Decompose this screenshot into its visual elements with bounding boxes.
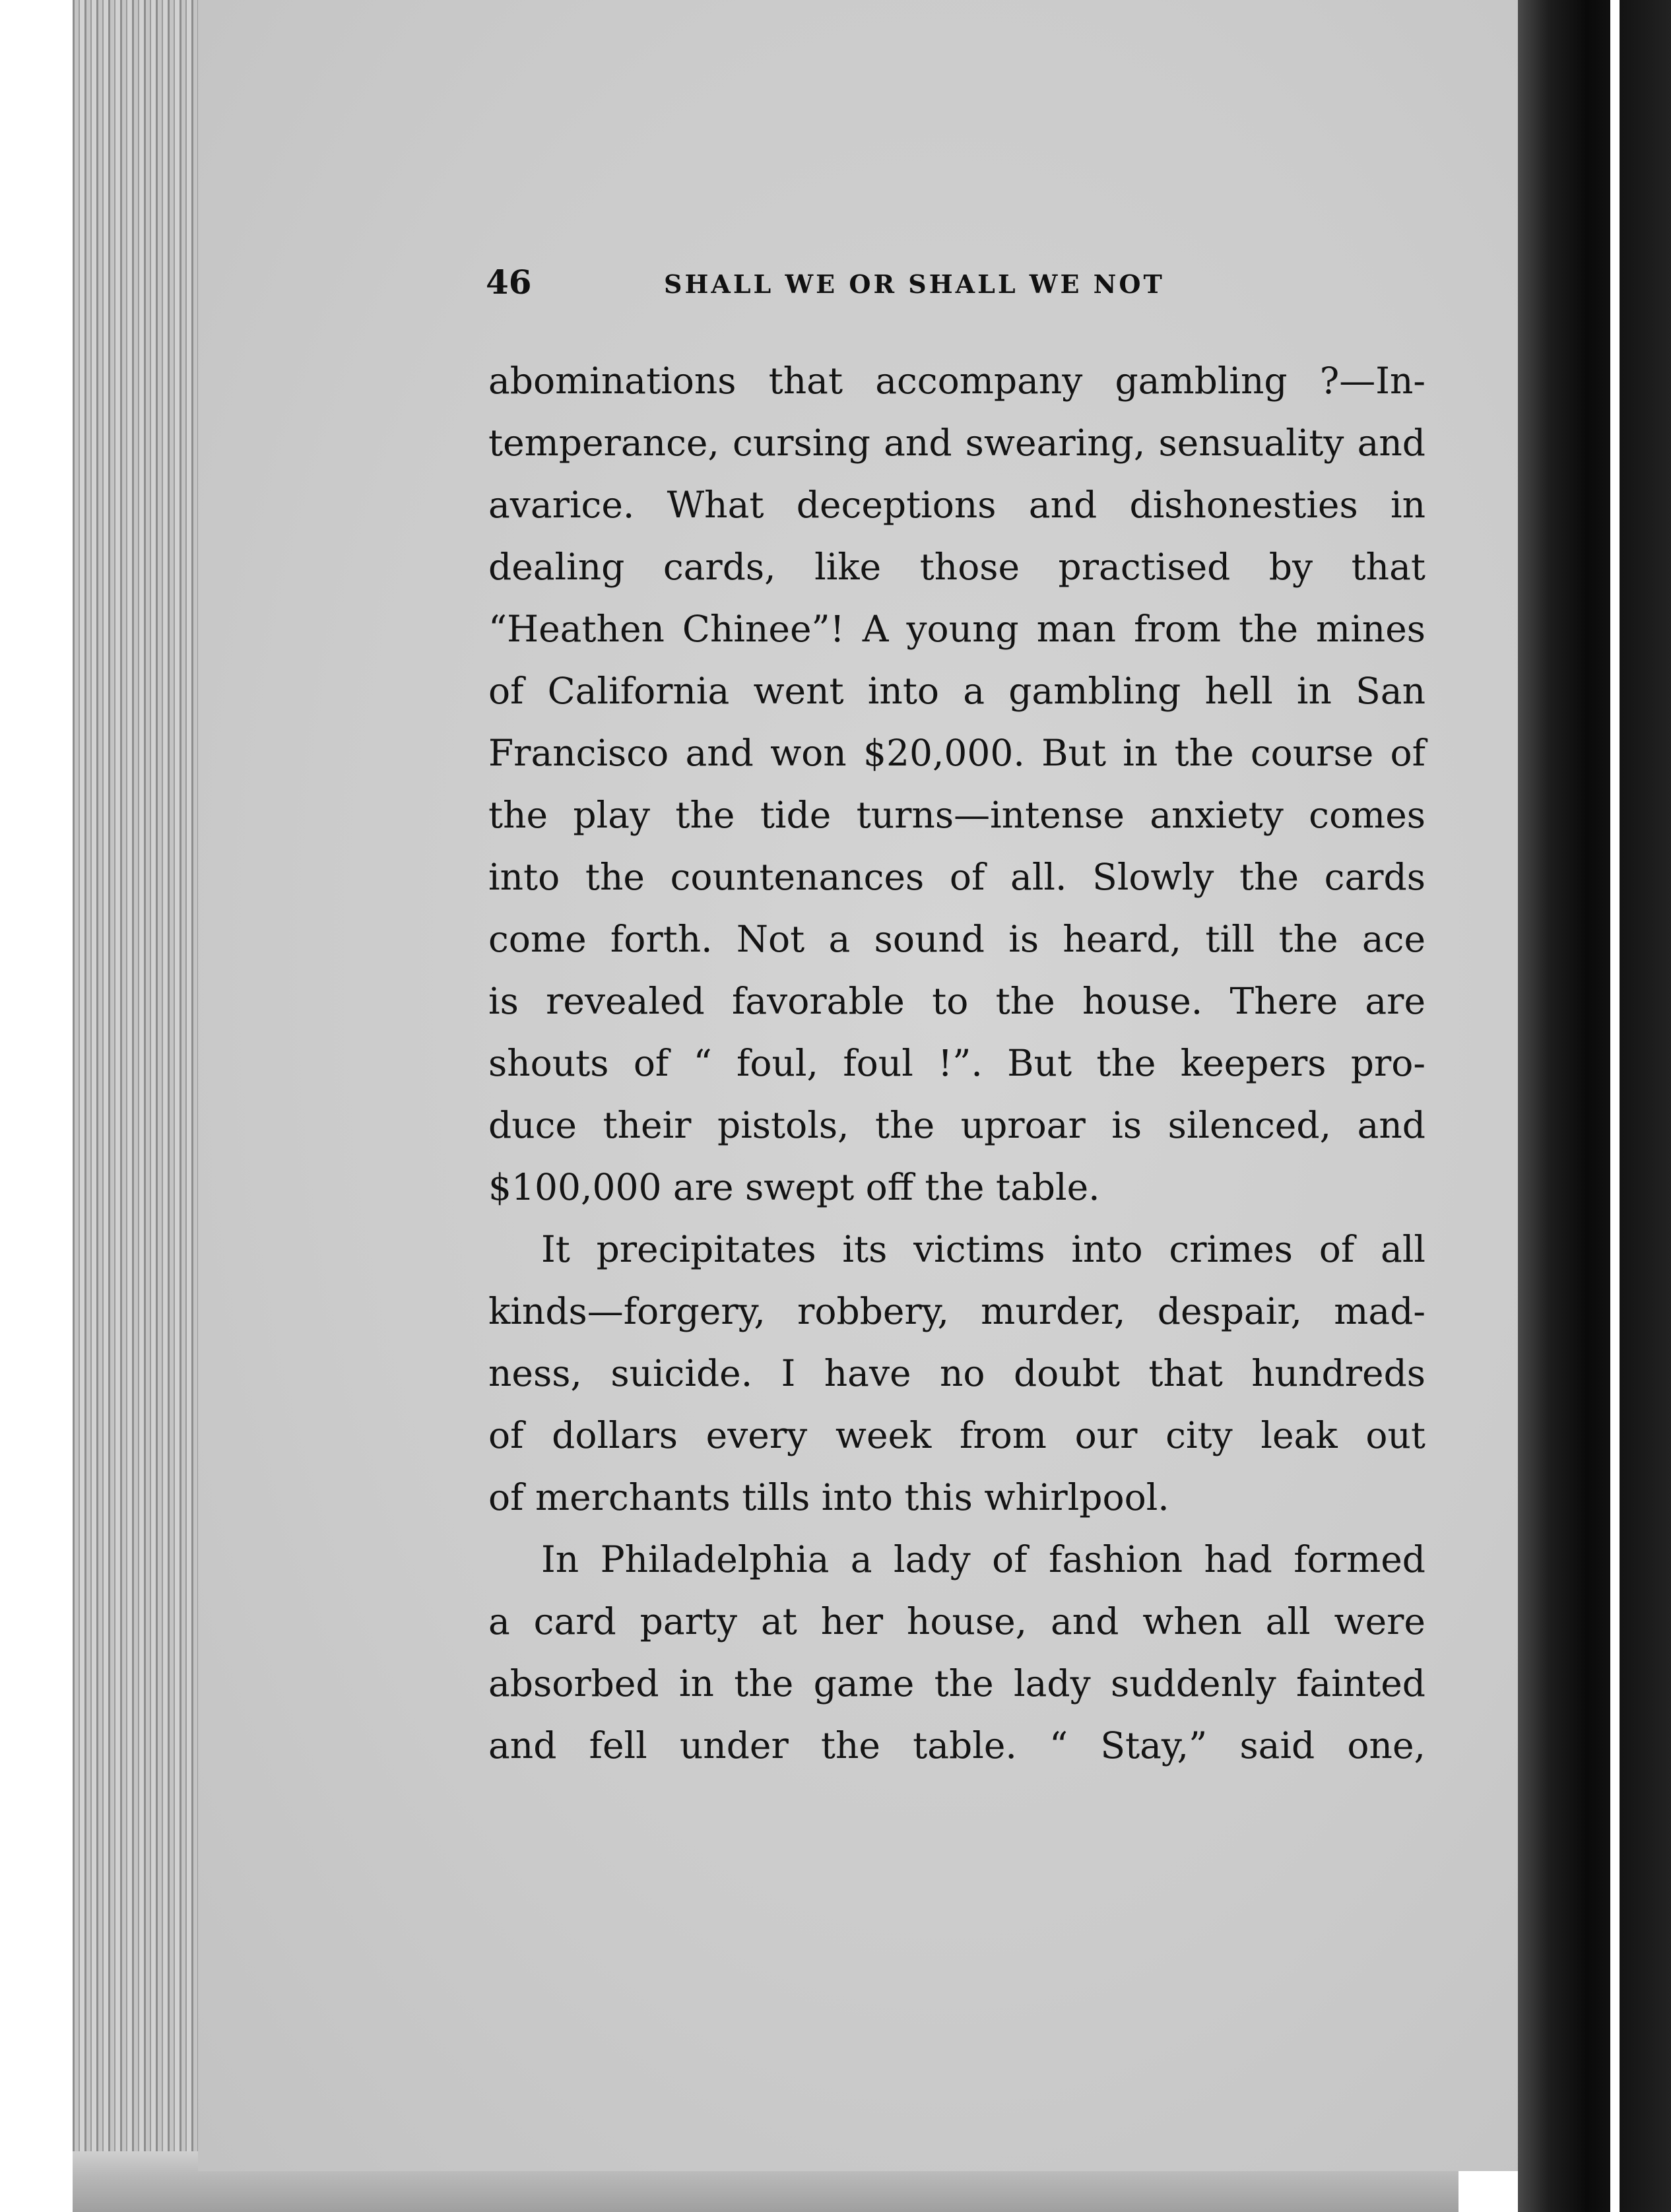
text-line: ness, suicide. I have no doubt that hundreds	[488, 1352, 1425, 1394]
text-line: shouts of “ foul, foul !”. But the keepers pro-	[488, 1042, 1425, 1084]
text-line: the play the tide turns—intense anxiety comes	[488, 794, 1425, 836]
text-line: is revealed favorable to the house. There are	[488, 980, 1425, 1022]
text-line: Francisco and won $20,000. But in the course of	[488, 732, 1425, 774]
binding-shadow	[1518, 0, 1671, 2212]
text-line: kinds—forgery, robbery, murder, despair, mad-	[488, 1290, 1425, 1332]
running-title: SHALL WE OR SHALL WE NOT	[664, 269, 1165, 299]
text-line: and fell under the table. “ Stay,” said one,	[488, 1724, 1425, 1767]
text-line: absorbed in the game the lady suddenly fainted	[488, 1662, 1425, 1705]
text-line: of dollars every week from our city leak out	[488, 1414, 1425, 1456]
text-line: of merchants tills into this whirlpool.	[488, 1476, 1169, 1518]
body-text	[488, 350, 1425, 1776]
text-line: temperance, cursing and swearing, sensuality and	[488, 422, 1425, 464]
text-line: “Heathen Chinee”! A young man from the mines	[488, 608, 1425, 650]
text-line: a card party at her house, and when all were	[488, 1600, 1425, 1643]
text-line: In Philadelphia a lady of fashion had formed	[541, 1538, 1425, 1580]
stacked-page-edges	[73, 0, 218, 2212]
text-line: of California went into a gambling hell in San	[488, 670, 1425, 712]
text-line: into the countenances of all. Slowly the cards	[488, 856, 1425, 898]
page-number: 46	[486, 263, 532, 302]
running-header	[486, 263, 1278, 309]
text-line: dealing cards, like those practised by that	[488, 546, 1425, 588]
text-line: $100,000 are swept off the table.	[488, 1166, 1100, 1208]
text-line: duce their pistols, the uproar is silenced, and	[488, 1104, 1425, 1146]
scan-edge-stripe	[1610, 0, 1620, 2212]
text-line: It precipitates its victims into crimes of all	[541, 1228, 1425, 1270]
text-line: avarice. What deceptions and dishonesties in	[488, 484, 1425, 526]
text-line: come forth. Not a sound is heard, till the ace	[488, 918, 1425, 960]
text-line: abominations that accompany gambling ?—In-	[488, 360, 1425, 402]
